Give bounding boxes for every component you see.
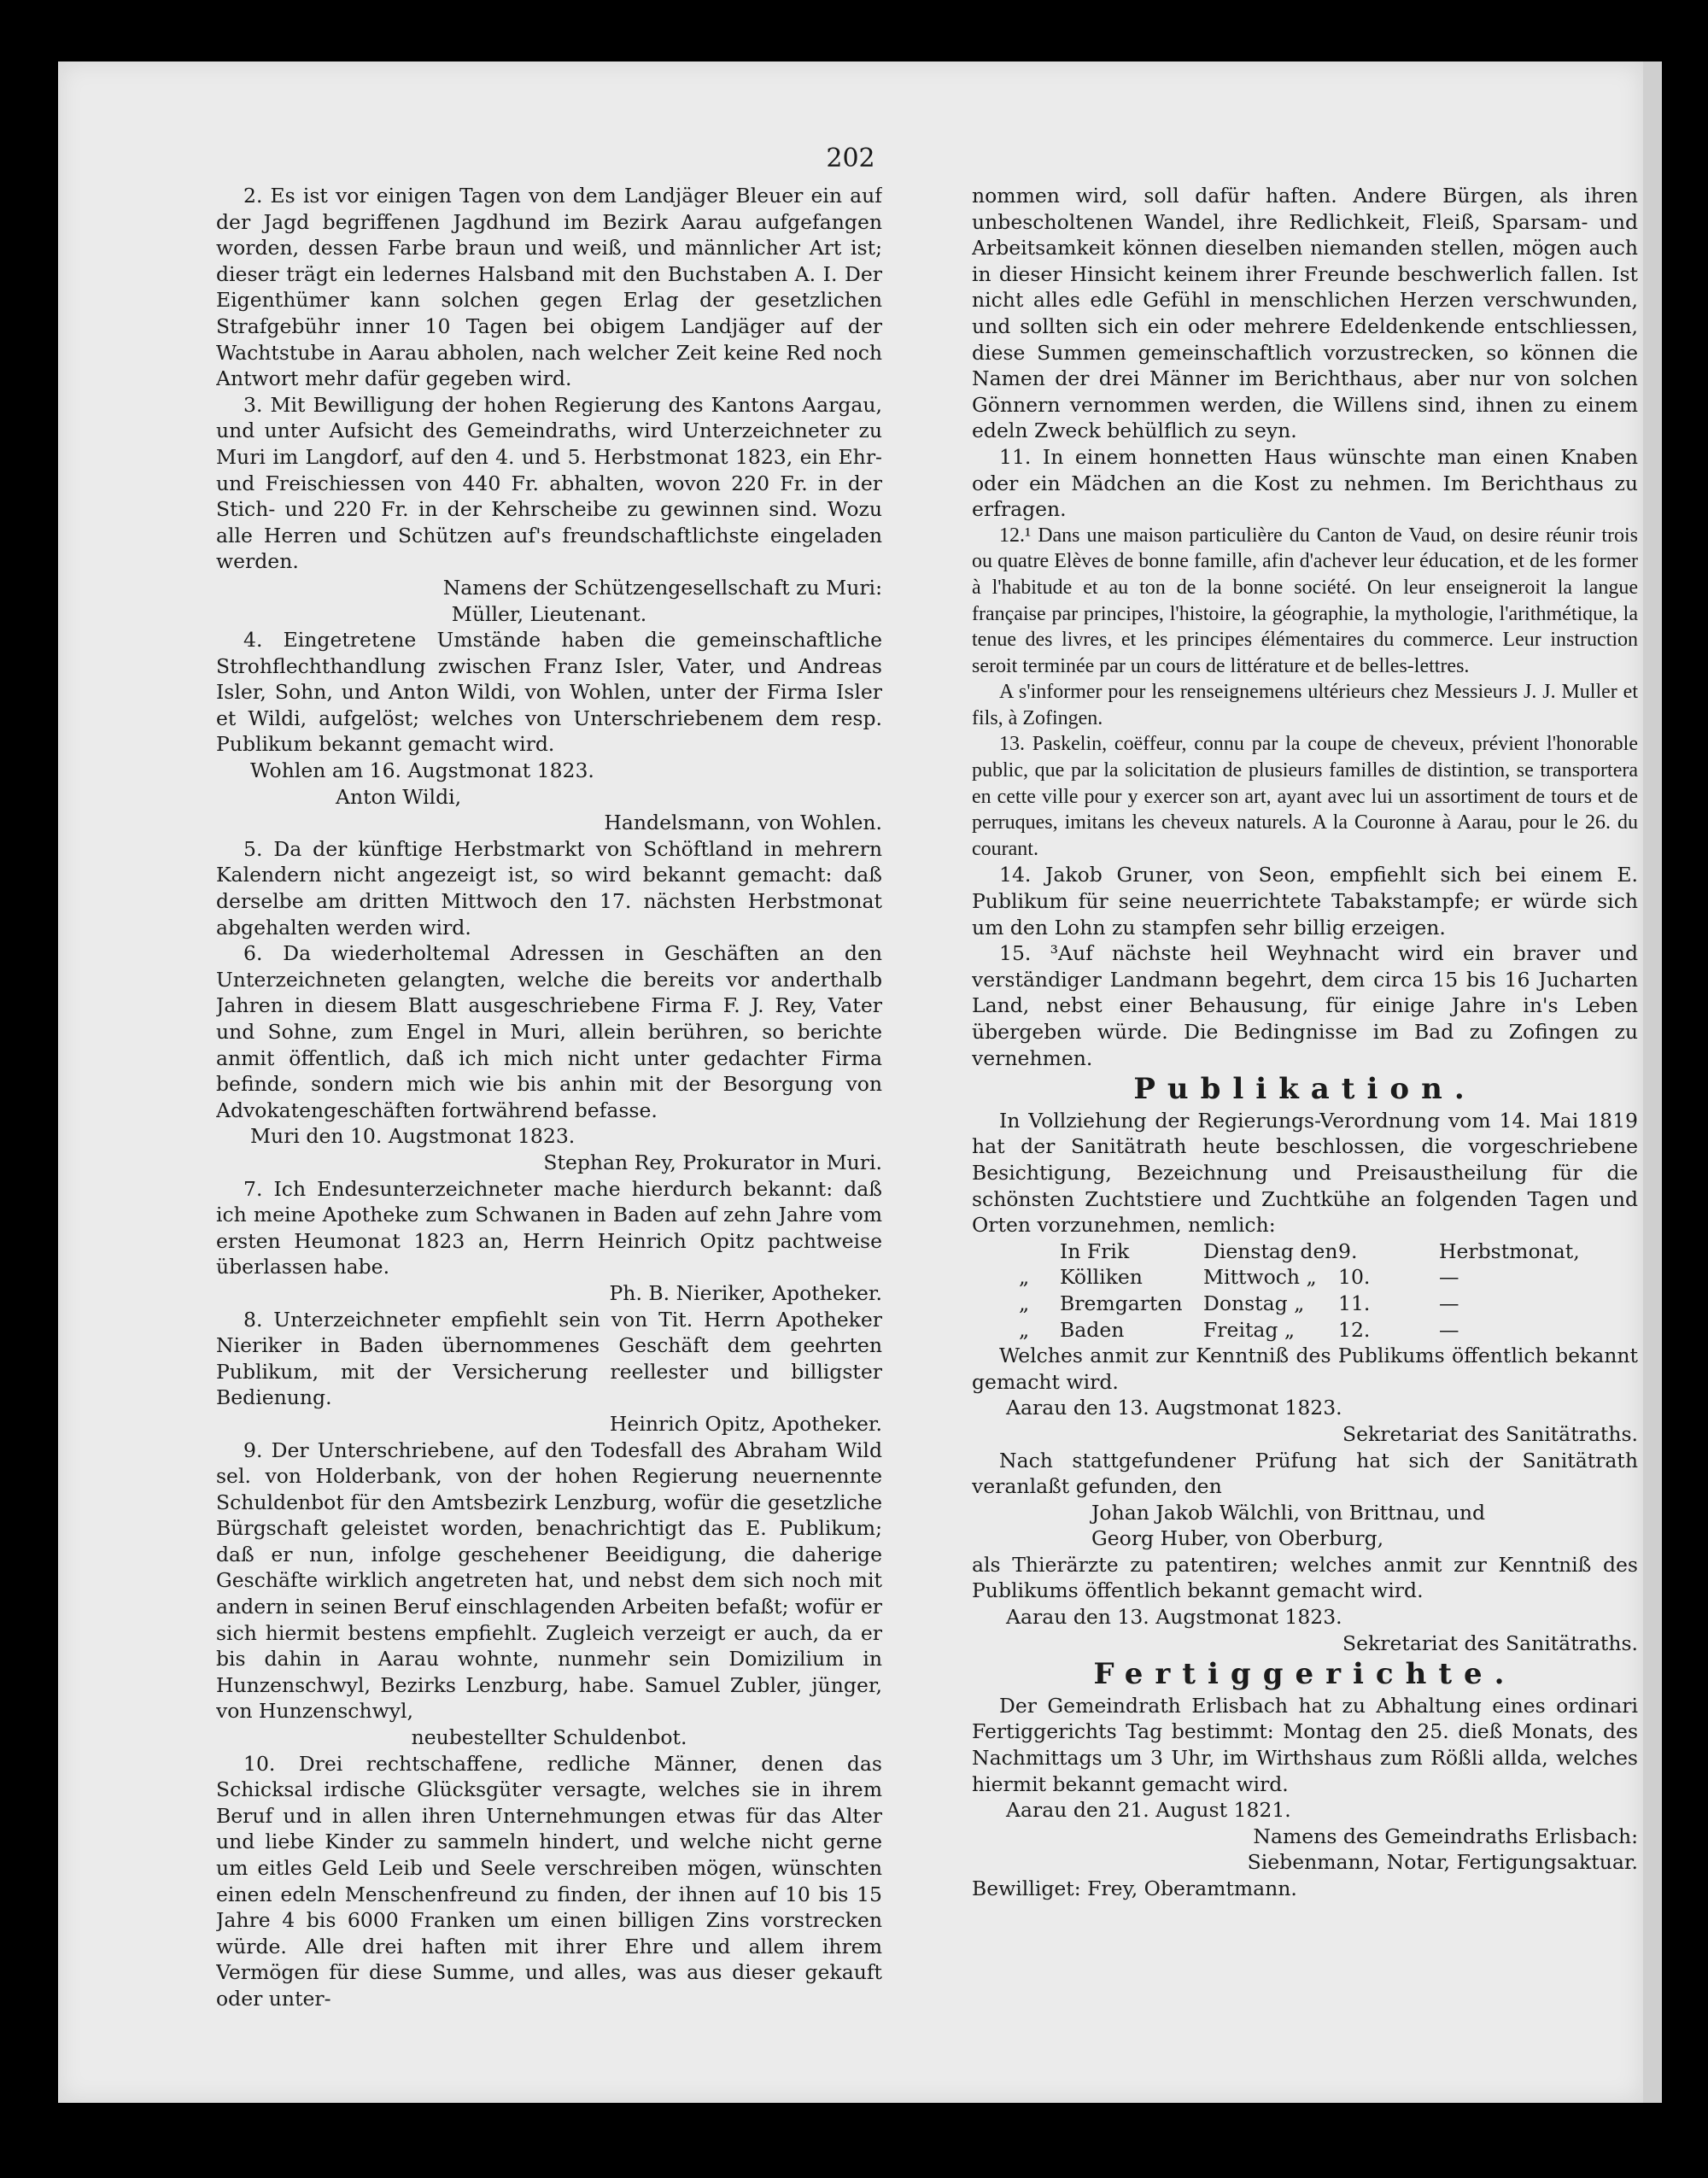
left-column (216, 183, 882, 2012)
text-line: Namens der Schützengesellschaft zu Muri: (442, 575, 882, 600)
schedule-cell: Herbstmonat, (1439, 1238, 1580, 1263)
schedule-cell: 12. (1338, 1317, 1371, 1342)
schedule-cell: In Frik (1060, 1238, 1130, 1263)
schedule-cell: Bremgarten (1060, 1291, 1183, 1315)
notice-paragraph: 8. Unterzeichneter empfiehlt sein von Tit. Herrn Apotheker Nieriker in Baden übernommenes Geschäft dem geehrten Publikum, mit der Versicherung reellester und billigster Bedienung. (216, 1307, 882, 1410)
schedule-cell: 11. (1338, 1291, 1371, 1315)
schedule-cell: — (1439, 1291, 1459, 1315)
notice-paragraph: A s'informer pour les renseignemens ultérieurs chez Messieurs J. J. Muller et fils, à Zofingen. (972, 681, 1638, 729)
text-line: Müller, Lieutenant. (451, 601, 647, 626)
text-line: Anton Wildi, (336, 784, 462, 809)
notice-paragraph: In Vollziehung der Regierungs-Verordnung vom 14. Mai 1819 hat der Sanitätrath heute beschlossen, die vorgeschriebene Besichtigung, Bezeichnung und Preisaustheilung für die schönsten Zuchtstiere und Zuchtkühe an folgenden Tagen und Orten vorzunehmen, nemlich: (972, 1108, 1638, 1238)
notice-paragraph: Der Gemeindrath Erlisbach hat zu Abhaltung eines ordinari Fertiggerichts Tag bestimmt: Montag den 25. dieß Monats, des Nachmittags um 3 Uhr, im Wirthshaus zum Rößli allda, welches hiermit bekannt gemacht wird. (972, 1693, 1638, 1796)
notice-paragraph: 13. Paskelin, coëffeur, connu par la coupe de cheveux, prévient l'honorable public, que par la solicitation de plusieurs familles de distintion, se transportera en cette ville pour y exercer son art, ayant avec lui un assortiment de tours et de perruques, imitans les cheveux naturels. A la Couronne à Aarau, pour le 26. du courant. (972, 733, 1638, 860)
text-line: Aarau den 13. Augstmonat 1823. (1006, 1605, 1342, 1630)
text-line: Siebenmann, Notar, Fertigungsaktuar. (1247, 1850, 1638, 1875)
schedule-cell: „ (1019, 1317, 1030, 1342)
schedule-cell: Kölliken (1060, 1265, 1143, 1290)
notice-paragraph: Welches anmit zur Kenntniß des Publikums öffentlich bekannt gemacht wird. (972, 1344, 1638, 1394)
section-heading: Fertiggerichte. (1093, 1657, 1517, 1692)
document-page (58, 61, 1643, 2103)
notice-paragraph: 11. In einem honnetten Haus wünschte man einen Knaben oder ein Mädchen an die Kost zu nehmen. Im Berichthaus zu erfragen. (972, 444, 1638, 522)
schedule-cell (1019, 1238, 1053, 1265)
text-line: Stephan Rey, Prokurator in Muri. (543, 1150, 882, 1174)
page-number: 202 (826, 143, 875, 173)
schedule-cell: Baden (1060, 1317, 1125, 1342)
schedule-cell: Mittwoch „ (1203, 1265, 1317, 1290)
notice-paragraph: als Thierärzte zu patentiren; welches anmit zur Kenntniß des Publikums öffentlich bekannt gemacht wird. (972, 1552, 1638, 1603)
schedule-cell: „ (1019, 1291, 1030, 1315)
schedule-cell: Donstag „ (1203, 1291, 1305, 1315)
notice-paragraph: nommen wird, soll dafür haften. Andere Bürgen, als ihren unbescholtenen Wandel, ihre Redlichkeit, Fleiß, Sparsam- und Arbeitsamkeit können dieselben niemanden stellen, mögen auch in dieser Hinsicht keinem ihrer Freunde beschwerlich fallen. Ist nicht alles edle Gefühl in menschlichen Herzen verschwunden, und sollten sich ein oder mehrere Edeldenkende entschliessen, diese Summen gemeinschaftlich vorzustrecken, so können die Namen der drei Männer im Berichthaus, aber nur von solchen Gönnern vernommen werden, die Willens sind, ihnen zu einem edeln Zweck behülflich zu seyn. (972, 184, 1638, 443)
text-line: Wohlen am 16. Augstmonat 1823. (250, 758, 594, 783)
text-line: Sekretariat des Sanitätraths. (1342, 1631, 1638, 1655)
text-line: Aarau den 13. Augstmonat 1823. (1006, 1396, 1342, 1420)
notice-paragraph: 9. Der Unterschriebene, auf den Todesfall des Abraham Wild sel. von Holderbank, von der hohen Regierung neuernennte Schuldenbot für den Amtsbezirk Lenzburg, wofür die gesetzliche Bürgschaft geleistet worden, benachrichtigt das E. Publikum; daß er nun, infolge geschehener Beeidigung, die daherige Geschäfte wirklich angetreten hat, und nebst dem sich noch mit andern in seinen Beruf einschlagenden Arbeiten befaßt; wofür er sich hiermit bestens empfiehlt. Zugleich verzeigt er auch, da er bis dahin in Aarau wohnte, nunmehr sein Domizilium in Hunzenschwyl, Bezirks Lenzburg, habe. Samuel Zubler, jünger, von Hunzenschwyl, (216, 1437, 882, 1724)
notice-paragraph: 5. Da der künftige Herbstmarkt von Schöftland in mehrern Kalendern nicht angezeigt ist, so wird bekannt gemacht: daß derselbe am dritten Mittwoch den 17. nächsten Herbstmonat abgehalten werden wird. (216, 836, 882, 940)
schedule-cell: — (1439, 1317, 1459, 1342)
text-line: Bewilliget: Frey, Oberamtmann. (972, 1876, 1297, 1900)
notice-paragraph: 6. Da wiederholtemal Adressen in Geschäften an den Unterzeichneten gelangten, welche die bereits vor anderthalb Jahren in diesem Blatt ausgeschriebene Firma F. J. Rey, Vater und Sohne, zum Engel in Muri, allein berühren, so berichte anmit öffentlich, daß ich mich nicht unter gedachter Firma befinde, sondern mich wie bis anhin mit der Besorgung von Advokatengeschäften fortwährend befasse. (216, 941, 882, 1122)
text-line: Heinrich Opitz, Apotheker. (609, 1411, 882, 1436)
notice-paragraph: Nach stattgefundener Prüfung hat sich der Sanitätrath veranlaßt gefunden, den (972, 1448, 1638, 1499)
right-column (972, 183, 1638, 1902)
text-line: Ph. B. Nieriker, Apotheker. (609, 1280, 882, 1305)
next-page-edge (1643, 61, 1662, 2103)
schedule-cell: 9. (1338, 1238, 1358, 1263)
text-line: Muri den 10. Augstmonat 1823. (250, 1124, 576, 1149)
notice-paragraph: 2. Es ist vor einigen Tagen von dem Landjäger Bleuer ein auf der Jagd begriffenen Jagdhund im Bezirk Aarau aufgefangen worden, dessen Farbe braun und weiß, und männlicher Art ist; dieser trägt ein ledernes Halsband mit den Buchstaben A. I. Der Eigenthümer kann solchen gegen Erlag der gesetzlichen Strafgebühr inner 10 Tagen bei obigem Landjäger auf der Wachtstube in Aarau abholen, nach welcher Zeit keine Red noch Antwort mehr dafür gegeben wird. (216, 184, 882, 391)
notice-paragraph: 4. Eingetretene Umstände haben die gemeinschaftliche Strohflechthandlung zwischen Franz Isler, Vater, und Andreas Isler, Sohn, und Anton Wildi, von Wohlen, unter der Firma Isler et Wildi, aufgelöst; welches von Unterschriebenem dem resp. Publikum bekannt gemacht wird. (216, 628, 882, 757)
schedule-cell: 10. (1338, 1265, 1371, 1290)
notice-paragraph: 14. Jakob Gruner, von Seon, empfiehlt sich bei einem E. Publikum für seine neuerrichtete Tabakstampfe; er würde sich um den Lohn zu stampfen sehr billig erzeigen. (972, 863, 1638, 940)
notice-paragraph: 15. ³Auf nächste heil Weyhnacht wird ein braver und verständiger Landmann begehrt, dem circa 15 bis 16 Jucharten Land, nebst einer Behausung, für einige Jahre in's Leben übergeben würde. Die Bedingnisse im Bad zu Zofingen zu vernehmen. (972, 941, 1638, 1070)
notice-paragraph: 12.¹ Dans une maison particulière du Canton de Vaud, on desire réunir trois ou quatre Elèves de bonne famille, afin d'achever leur éducation, et de les former à l'habitude et au ton de la bonne société. On leur enseigneroit la langue française par principes, l'histoire, la géographie, la mythologie, l'arithmétique, la tenue des livres, et les principes élémentaires du commerce. Leur instruction seroit terminée par un cours de littérature et de belles-lettres. (972, 524, 1638, 677)
schedule-cell: „ (1019, 1265, 1030, 1290)
text-line: Namens des Gemeindraths Erlisbach: (1253, 1824, 1638, 1848)
notice-paragraph: 10. Drei rechtschaffene, redliche Männer, denen das Schicksal irdische Glücksgüter versagte, welches sie in ihrem Beruf und in allen ihren Unternehmungen etwas für das Alter und liebe Kinder zu sammeln hindert, und welche nicht gerne um eitles Geld Leib und Seele verschreiben mögen, wünschten einen edeln Menschenfreund zu finden, der ihnen auf 10 bis 15 Jahre 4 bis 6000 Franken um einen billigen Zins vorstrecken würde. Alle drei haften mit ihrer Ehre und allem ihrem Vermögen für diese Summe, und alles, was aus dieser gekauft oder unter- (216, 1751, 882, 2011)
text-line: Sekretariat des Sanitätraths. (1342, 1421, 1638, 1446)
text-line: Aarau den 21. August 1821. (1006, 1798, 1291, 1823)
section-heading: Publikation. (1133, 1072, 1477, 1107)
text-line: Handelsmann, von Wohlen. (604, 811, 882, 835)
notice-paragraph: 3. Mit Bewilligung der hohen Regierung des Kantons Aargau, und unter Aufsicht des Gemeindraths, wird Unterzeichneter zu Muri im Langdorf, auf den 4. und 5. Herbstmonat 1823, ein Ehr- und Freischiessen von 440 Fr. abhalten, wovon 220 Fr. in der Stich- und 220 Fr. in der Kehrscheibe zu gewinnen sind. Wozu alle Herren und Schützen auf's freundschaftlichste eingeladen werden. (216, 392, 882, 574)
schedule-cell: Freitag „ (1203, 1317, 1296, 1342)
text-line: neubestellter Schuldenbot. (411, 1725, 687, 1750)
inspection-schedule (972, 1238, 1638, 1343)
text-line: Johan Jakob Wälchli, von Brittnau, und (1091, 1500, 1486, 1525)
text-line: Georg Huber, von Oberburg, (1091, 1526, 1384, 1551)
schedule-cell: Dienstag den (1203, 1238, 1338, 1263)
schedule-cell: — (1439, 1265, 1459, 1290)
notice-paragraph: 7. Ich Endesunterzeichneter mache hierdurch bekannt: daß ich meine Apotheke zum Schwanen in Baden auf zehn Jahre vom ersten Heumonat 1823 an, Herrn Heinrich Opitz pachtweise überlassen habe. (216, 1176, 882, 1279)
